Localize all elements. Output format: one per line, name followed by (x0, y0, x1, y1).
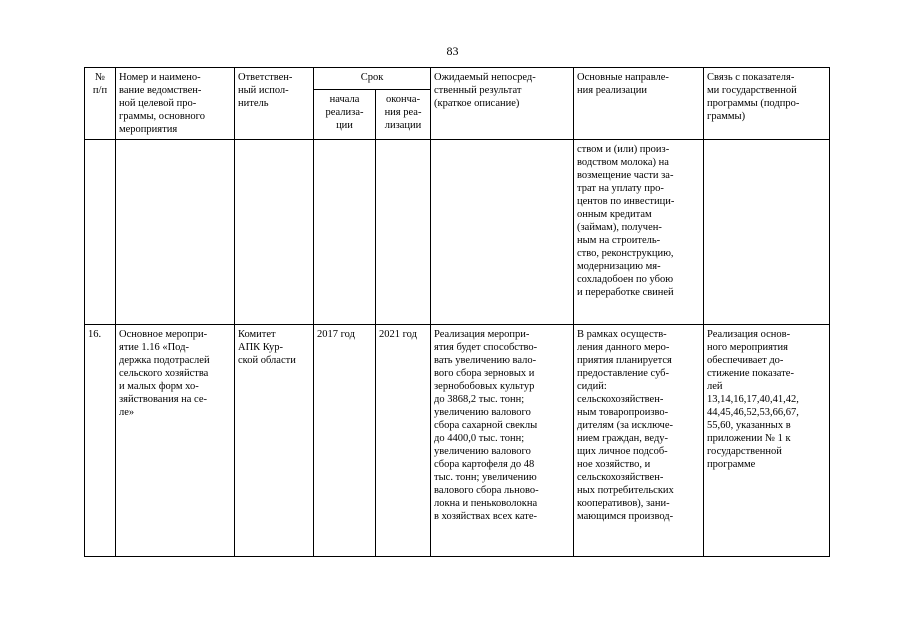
cont-directions-cell: ством и (или) произ- водством молока) на возмещение части за- трат на уплату про- центов по инвестици- онным кредитам (займам), получен- ным на строитель- ство, реконструкцию, модернизацию мя- сохладобоен по убою и переработке свиней (574, 140, 704, 325)
header-link: Связь с показателя- ми государственной программы (подпро- граммы) (704, 68, 830, 140)
measures-table (84, 67, 830, 557)
row-num: 16. (85, 325, 116, 557)
cont-name-cell (116, 140, 235, 325)
header-term: Срок (314, 68, 431, 90)
header-term-start: начала реализа- ции (314, 89, 376, 139)
row-result: Реализация меропри- ятия будет способство- вать увеличению вало- вого сбора зерновых и зернобобовых культур до 3868,2 тыс. тонн; увеличению валового сбора сахарной свеклы до 4400,0 тыс. тонн; увеличению валового сбора картофеля до 48 тыс. тонн; увеличению валового сбора льново- локна и пеньковолокна в хозяйствах всех кате- (431, 325, 574, 557)
cont-executor-cell (235, 140, 314, 325)
header-row (85, 68, 830, 90)
header-executor: Ответствен- ный испол- нитель (235, 68, 314, 140)
row-name: Основное меропри- ятие 1.16 «Под- держка подотраслей сельского хозяйства и малых форм хо- зяйствования на се- ле» (116, 325, 235, 557)
header-name: Номер и наимено- вание ведомствен- ной целевой про- граммы, основного мероприятия (116, 68, 235, 140)
row-term-start: 2017 год (314, 325, 376, 557)
cont-result-cell (431, 140, 574, 325)
row-executor: Комитет АПК Кур- ской области (235, 325, 314, 557)
table-row (85, 325, 830, 557)
row-link: Реализация основ- ного мероприятия обеспечивает до- стижение показате- лей 13,14,16,17,40,41,42, 44,45,46,52,53,66,67, 55,60, указанных в приложении № 1 к государственной программе (704, 325, 830, 557)
cont-term-end-cell (376, 140, 431, 325)
header-term-end: оконча- ния реа- лизации (376, 89, 431, 139)
page-number: 83 (446, 44, 459, 58)
header-num: № п/п (85, 68, 116, 140)
continuation-row (85, 140, 830, 325)
row-term-end: 2021 год (376, 325, 431, 557)
header-directions: Основные направле- ния реализации (574, 68, 704, 140)
header-result: Ожидаемый непосред- ственный результат (краткое описание) (431, 68, 574, 140)
cont-num-cell (85, 140, 116, 325)
cont-term-start-cell (314, 140, 376, 325)
cont-link-cell (704, 140, 830, 325)
row-directions: В рамках осуществ- ления данного меро- приятия планируется предоставление суб- сидий: сельскохозяйствен- ным товаропроизво- дителям (за исключе- нием граждан, веду- щих личное подсоб- ное хозяйство, и сельскохозяйствен- ных потребительских кооперативов), зани- мающимся производ- (574, 325, 704, 557)
